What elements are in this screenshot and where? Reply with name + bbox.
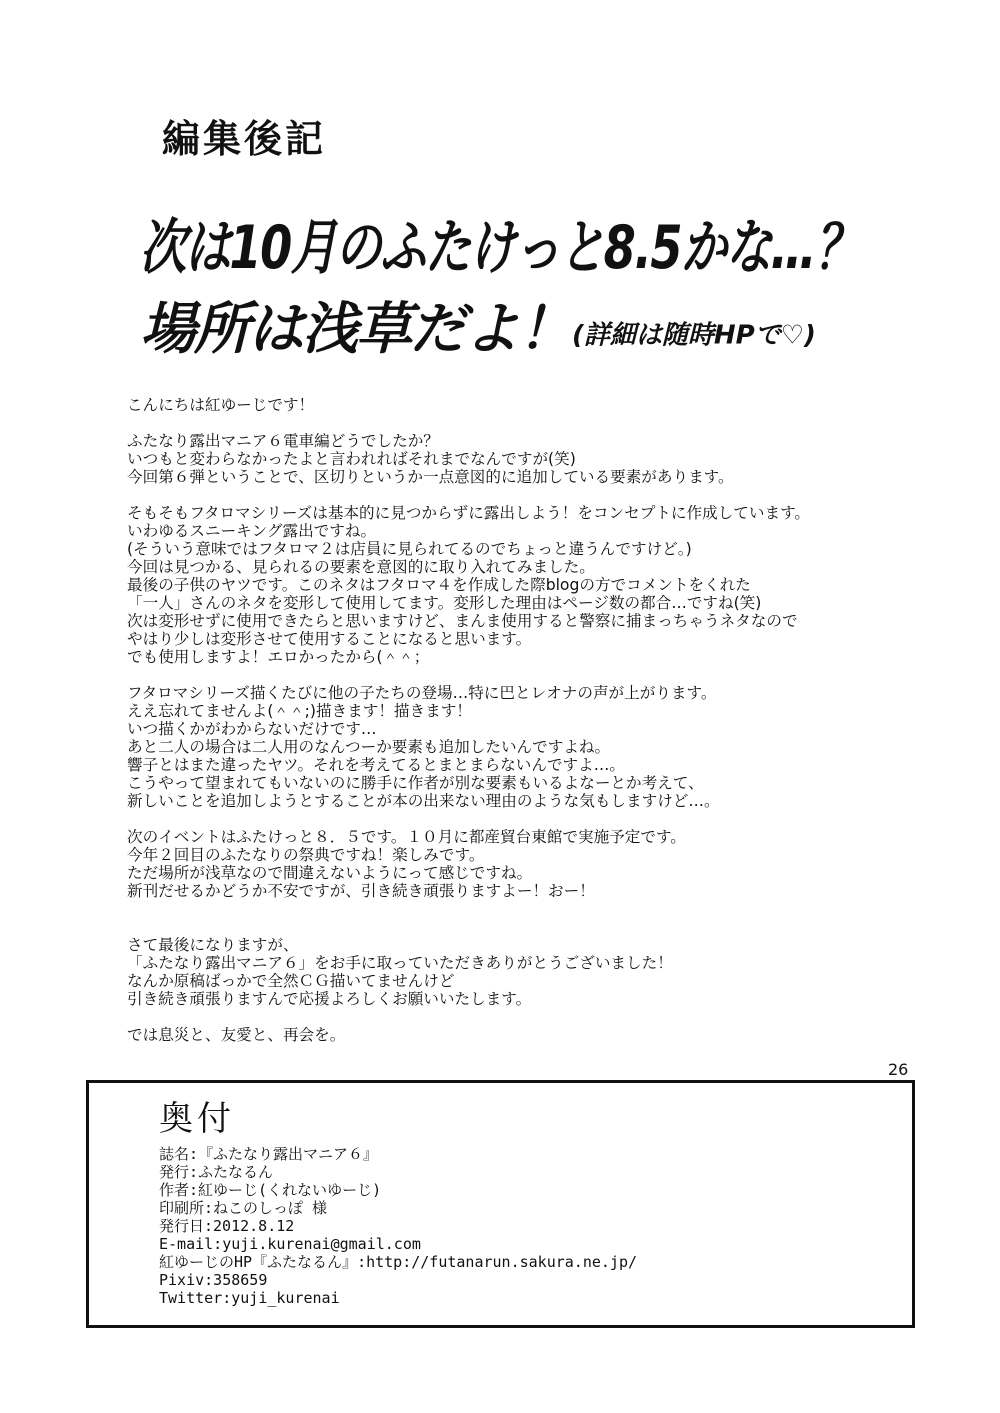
body-line: いわゆるスニーキング露出ですね。 [127, 522, 377, 540]
announcement-location: 場所は浅草だよ！ [140, 297, 572, 362]
colophon-printer: 印刷所:ねこのしっぽ 様 [159, 1199, 328, 1217]
colophon-list [159, 1145, 637, 1307]
colophon-title-line: 誌名:『ふたなり露出マニア６』 [159, 1145, 379, 1163]
afterword-body [127, 396, 927, 1044]
body-line: 「ふたなり露出マニア６」をお手に取っていただきありがとうございました！ [127, 954, 673, 972]
colophon-pixiv: Pixiv:358659 [159, 1271, 268, 1289]
colophon-title: 奥付 [159, 1099, 235, 1139]
body-line: 響子とはまた違ったヤツ。それを考えてるとまとまらないんですよ…。 [127, 756, 625, 774]
body-line: 今年２回目のふたなりの祭典ですね！楽しみです。 [127, 846, 485, 864]
colophon-author: 作者:紅ゆーじ(くれないゆーじ) [159, 1181, 382, 1199]
body-line: 今回は見つかる、見られるの要素を意図的に取り入れてみました。 [127, 558, 595, 576]
body-line: そもそもフタロマシリーズは基本的に見つからずに露出しよう！をコンセプトに作成しています。 [127, 504, 811, 522]
body-line: (そういう意味ではフタロマ２は店員に見られてるのでちょっと違うんですけど。) [127, 540, 692, 558]
body-line: やはり少しは変形させて使用することになると思います。 [127, 630, 532, 648]
page-number: 26 [888, 1060, 909, 1079]
body-line: いつ描くかがわからないだけです… [127, 720, 377, 738]
colophon-publisher: 発行:ふたなるん [159, 1163, 274, 1181]
body-line: 新しいことを追加しようとすることが本の出来ない理由のような気もしますけど…。 [127, 792, 720, 810]
body-line: でも使用しますよ！エロかったから(＾＾； [127, 648, 430, 666]
body-line: さて最後になりますが、 [127, 936, 299, 954]
body-line: 次のイベントはふたけっと８．５です。１０月に都産貿台東館で実施予定です。 [127, 828, 686, 846]
colophon-twitter: Twitter:yuji_kurenai [159, 1289, 340, 1307]
colophon-date: 発行日:2012.8.12 [159, 1217, 295, 1235]
colophon-email: E-mail:yuji.kurenai@gmail.com [159, 1235, 421, 1253]
announcement-note: (詳細は随時HPで♡) [572, 320, 816, 351]
body-line: いつもと変わらなかったよと言われればそれまでなんですが(笑) [127, 450, 576, 468]
section-title: 編集後記 [162, 117, 327, 161]
body-line: 「一人」さんのネタを変形して使用してます。変形した理由はページ数の都合…ですね(笑) [127, 594, 762, 612]
colophon-box [86, 1080, 915, 1328]
body-line: ふたなり露出マニア６電車編どうでしたか？ [127, 432, 439, 450]
body-line: 次は変形せずに使用できたらと思いますけど、まんま使用すると警察に捕まっちゃうネタなので [127, 612, 798, 630]
body-line: では息災と、友愛と、再会を。 [127, 1026, 346, 1044]
body-line: なんか原稿ばっかで全然ＣＧ描いてませんけど [127, 972, 455, 990]
colophon-homepage: 紅ゆーじのHP『ふたなるん』:http://futanarun.sakura.ne.jp/ [159, 1253, 638, 1271]
body-line: フタロマシリーズ描くたびに他の子たちの登場…特に巴とレオナの声が上がります。 [127, 684, 717, 702]
body-line: ええ忘れてませんよ(＾＾;)描きます！描きます！ [127, 702, 472, 720]
body-line: こうやって望まれてもいないのに勝手に作者が別な要素もいるよなーとか考えて、 [127, 774, 704, 792]
announcement-line-1: 次は10月のふたけっと8.5かな…？ [140, 213, 860, 283]
body-line: 新刊だせるかどうか不安ですが、引き続き頑張りますよー！おー！ [127, 882, 595, 900]
announcement-line-2 [140, 285, 860, 365]
body-line: あと二人の場合は二人用のなんつーか要素も追加したいんですよね。 [127, 738, 611, 756]
body-line: 最後の子供のヤツです。このネタはフタロマ４を作成した際blogの方でコメントをくれた [127, 576, 751, 594]
body-line: ただ場所が浅草なので間違えないようにって感じですね。 [127, 864, 533, 882]
body-line: 今回第６弾ということで、区切りというか一点意図的に追加している要素があります。 [127, 468, 734, 486]
body-line: こんにちは紅ゆーじです！ [127, 396, 315, 414]
body-line: 引き続き頑張りますんで応援よろしくお願いいたします。 [127, 990, 532, 1008]
